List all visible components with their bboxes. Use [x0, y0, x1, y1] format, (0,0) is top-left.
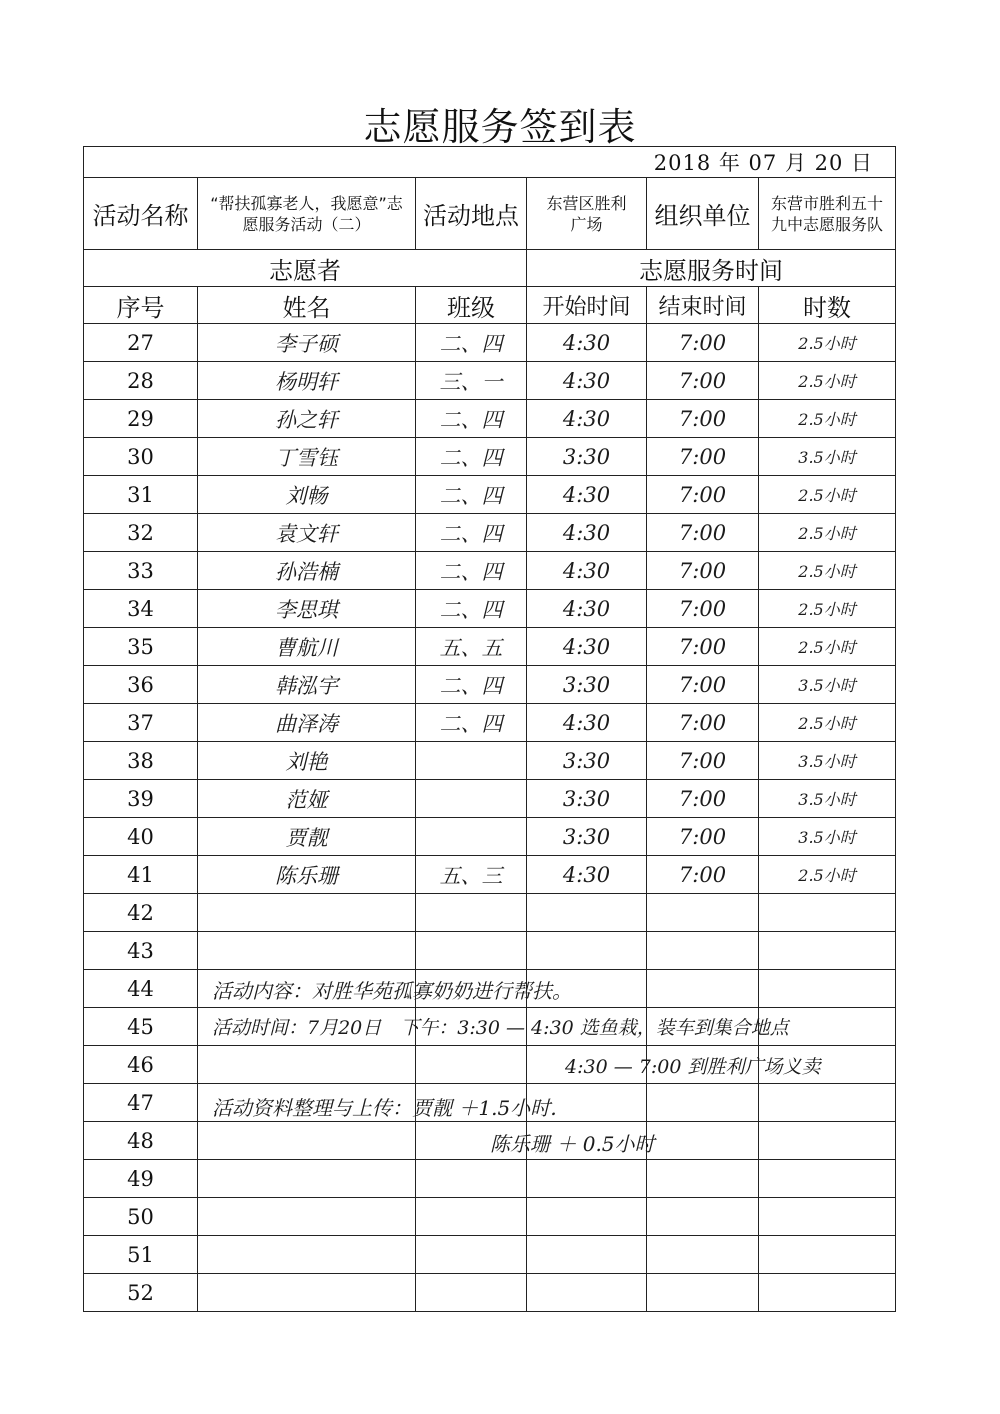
row-start-time: 4:30 — [527, 704, 647, 742]
row-end-time — [647, 970, 759, 1008]
row-start-time: 3:30 — [527, 666, 647, 704]
sign-in-table — [83, 146, 896, 1312]
row-index: 38 — [84, 742, 198, 780]
table-row — [84, 438, 896, 476]
row-class — [416, 1236, 527, 1274]
row-start-time — [527, 1084, 647, 1122]
row-hours: 2.5小时 — [759, 704, 896, 742]
table-row — [84, 856, 896, 894]
row-index: 43 — [84, 932, 198, 970]
activity-name-label: 活动名称 — [84, 178, 198, 250]
row-hours — [759, 894, 896, 932]
organizer-value: 东营市胜利五十九中志愿服务队 — [759, 178, 896, 250]
table-row — [84, 590, 896, 628]
row-name: 刘畅 — [198, 476, 416, 514]
row-class — [416, 970, 527, 1008]
service-time-header: 志愿服务时间 — [527, 250, 896, 287]
volunteer-header: 志愿者 — [84, 250, 527, 287]
row-start-time: 4:30 — [527, 628, 647, 666]
row-index: 32 — [84, 514, 198, 552]
row-end-time: 7:00 — [647, 704, 759, 742]
row-start-time — [527, 894, 647, 932]
table-row — [84, 628, 896, 666]
row-name: 孙之轩 — [198, 400, 416, 438]
table-row — [84, 1122, 896, 1160]
row-class — [416, 818, 527, 856]
row-index: 33 — [84, 552, 198, 590]
row-class: 二、四 — [416, 552, 527, 590]
row-start-time: 4:30 — [527, 476, 647, 514]
table-row — [84, 552, 896, 590]
row-name: 曲泽涛 — [198, 704, 416, 742]
row-name — [198, 894, 416, 932]
row-index: 49 — [84, 1160, 198, 1198]
row-start-time — [527, 1122, 647, 1160]
row-index: 34 — [84, 590, 198, 628]
organizer-label: 组织单位 — [647, 178, 759, 250]
note-activity-content: 活动内容：对胜华苑孤寡奶奶进行帮扶。 — [212, 979, 572, 1003]
row-end-time — [647, 1008, 759, 1046]
row-end-time: 7:00 — [647, 780, 759, 818]
table-row — [84, 1008, 896, 1046]
row-name — [198, 1236, 416, 1274]
note-activity-time-2: 4:30 — 7:00 到胜利广场义卖 — [565, 1056, 821, 1078]
activity-name-value: “帮扶孤寡老人，我愿意”志愿服务活动（二） — [198, 178, 416, 250]
column-header-hours: 时数 — [759, 287, 896, 324]
row-name: 陈乐珊 — [198, 856, 416, 894]
row-name — [198, 1274, 416, 1312]
table-row — [84, 1198, 896, 1236]
row-class — [416, 780, 527, 818]
column-header-index: 序号 — [84, 287, 198, 324]
row-index: 45 — [84, 1008, 198, 1046]
row-name — [198, 1198, 416, 1236]
row-class — [416, 1274, 527, 1312]
row-start-time: 3:30 — [527, 742, 647, 780]
row-index: 41 — [84, 856, 198, 894]
row-hours: 2.5小时 — [759, 628, 896, 666]
table-row — [84, 324, 896, 362]
row-start-time — [527, 1046, 647, 1084]
location-label: 活动地点 — [416, 178, 527, 250]
row-end-time — [647, 894, 759, 932]
row-name — [198, 1008, 416, 1046]
row-name: 贾靓 — [198, 818, 416, 856]
row-name: 袁文轩 — [198, 514, 416, 552]
row-class — [416, 1122, 527, 1160]
row-hours: 2.5小时 — [759, 552, 896, 590]
row-class: 五、三 — [416, 856, 527, 894]
row-name: 曹航川 — [198, 628, 416, 666]
row-hours — [759, 1008, 896, 1046]
row-name: 孙浩楠 — [198, 552, 416, 590]
row-hours: 3.5小时 — [759, 818, 896, 856]
row-start-time: 4:30 — [527, 590, 647, 628]
table-row — [84, 742, 896, 780]
row-name: 丁雪钰 — [198, 438, 416, 476]
row-start-time — [527, 1198, 647, 1236]
row-class — [416, 932, 527, 970]
row-start-time: 3:30 — [527, 818, 647, 856]
table-row — [84, 1084, 896, 1122]
row-start-time — [527, 970, 647, 1008]
row-class — [416, 1008, 527, 1046]
row-end-time: 7:00 — [647, 476, 759, 514]
row-class: 二、四 — [416, 476, 527, 514]
row-hours — [759, 1084, 896, 1122]
note-materials-1: 活动资料整理与上传：贾靓 ＋1.5小时． — [212, 1096, 571, 1120]
table-row — [84, 1046, 896, 1084]
row-end-time: 7:00 — [647, 400, 759, 438]
row-class: 二、四 — [416, 324, 527, 362]
row-end-time: 7:00 — [647, 552, 759, 590]
row-start-time — [527, 1274, 647, 1312]
row-index: 31 — [84, 476, 198, 514]
row-start-time — [527, 1008, 647, 1046]
row-start-time: 4:30 — [527, 552, 647, 590]
table-row — [84, 780, 896, 818]
row-hours: 2.5小时 — [759, 324, 896, 362]
row-hours — [759, 1274, 896, 1312]
row-index: 44 — [84, 970, 198, 1008]
row-end-time: 7:00 — [647, 818, 759, 856]
row-end-time — [647, 1198, 759, 1236]
row-start-time: 4:30 — [527, 400, 647, 438]
table-row — [84, 1274, 896, 1312]
table-row — [84, 818, 896, 856]
row-class — [416, 894, 527, 932]
row-hours: 3.5小时 — [759, 666, 896, 704]
row-end-time: 7:00 — [647, 514, 759, 552]
row-name: 韩泓宇 — [198, 666, 416, 704]
row-class: 二、四 — [416, 666, 527, 704]
table-row — [84, 362, 896, 400]
row-class: 二、四 — [416, 590, 527, 628]
row-name — [198, 1160, 416, 1198]
row-end-time: 7:00 — [647, 324, 759, 362]
row-start-time — [527, 932, 647, 970]
row-end-time: 7:00 — [647, 856, 759, 894]
row-hours — [759, 932, 896, 970]
row-end-time: 7:00 — [647, 590, 759, 628]
table-row — [84, 1160, 896, 1198]
row-class: 二、四 — [416, 400, 527, 438]
row-end-time: 7:00 — [647, 742, 759, 780]
row-class: 三、一 — [416, 362, 527, 400]
column-header-class: 班级 — [416, 287, 527, 324]
date-field: 2018 年 07 月 20 日 — [84, 147, 896, 178]
row-start-time: 3:30 — [527, 780, 647, 818]
row-index: 46 — [84, 1046, 198, 1084]
row-class: 二、四 — [416, 514, 527, 552]
row-class — [416, 1046, 527, 1084]
row-hours — [759, 1160, 896, 1198]
column-header-name: 姓名 — [198, 287, 416, 324]
row-name: 李思琪 — [198, 590, 416, 628]
row-name — [198, 970, 416, 1008]
location-value: 东营区胜利广场 — [527, 178, 647, 250]
row-hours: 3.5小时 — [759, 780, 896, 818]
row-name: 杨明轩 — [198, 362, 416, 400]
row-hours — [759, 1122, 896, 1160]
row-index: 50 — [84, 1198, 198, 1236]
row-index: 29 — [84, 400, 198, 438]
row-class — [416, 1160, 527, 1198]
row-class: 五、五 — [416, 628, 527, 666]
note-materials-2: 陈乐珊 ＋ 0.5小时 — [490, 1132, 655, 1156]
row-start-time: 4:30 — [527, 362, 647, 400]
row-hours — [759, 1236, 896, 1274]
row-name — [198, 1046, 416, 1084]
row-hours — [759, 1046, 896, 1084]
row-index: 36 — [84, 666, 198, 704]
row-end-time — [647, 1046, 759, 1084]
column-header-start: 开始时间 — [527, 287, 647, 324]
row-end-time — [647, 932, 759, 970]
row-name: 范娅 — [198, 780, 416, 818]
row-index: 48 — [84, 1122, 198, 1160]
row-start-time — [527, 1236, 647, 1274]
row-start-time — [527, 1160, 647, 1198]
row-name — [198, 1084, 416, 1122]
row-start-time: 4:30 — [527, 324, 647, 362]
table-row — [84, 476, 896, 514]
table-row — [84, 1236, 896, 1274]
row-name: 李子硕 — [198, 324, 416, 362]
row-index: 28 — [84, 362, 198, 400]
row-end-time: 7:00 — [647, 628, 759, 666]
row-class: 二、四 — [416, 704, 527, 742]
row-end-time — [647, 1236, 759, 1274]
row-hours: 2.5小时 — [759, 856, 896, 894]
row-end-time — [647, 1274, 759, 1312]
row-index: 42 — [84, 894, 198, 932]
page-title: 志愿服务签到表 — [363, 105, 637, 149]
row-class — [416, 742, 527, 780]
row-index: 39 — [84, 780, 198, 818]
row-class — [416, 1198, 527, 1236]
row-hours: 3.5小时 — [759, 438, 896, 476]
table-row — [84, 894, 896, 932]
row-end-time — [647, 1160, 759, 1198]
row-index: 30 — [84, 438, 198, 476]
row-index: 37 — [84, 704, 198, 742]
row-start-time: 4:30 — [527, 856, 647, 894]
row-hours — [759, 1198, 896, 1236]
row-name: 刘艳 — [198, 742, 416, 780]
table-row — [84, 400, 896, 438]
row-end-time: 7:00 — [647, 666, 759, 704]
row-name — [198, 1122, 416, 1160]
row-index: 47 — [84, 1084, 198, 1122]
row-index: 27 — [84, 324, 198, 362]
row-end-time — [647, 1122, 759, 1160]
row-hours — [759, 970, 896, 1008]
note-activity-time-1: 活动时间：7月20日 下午：3:30 — 4:30 选鱼栽，装车到集合地点 — [212, 1017, 789, 1039]
table-row — [84, 514, 896, 552]
row-end-time: 7:00 — [647, 438, 759, 476]
row-class: 二、四 — [416, 438, 527, 476]
row-hours: 2.5小时 — [759, 590, 896, 628]
table-row — [84, 704, 896, 742]
row-hours: 2.5小时 — [759, 476, 896, 514]
row-class — [416, 1084, 527, 1122]
row-start-time: 3:30 — [527, 438, 647, 476]
row-start-time: 4:30 — [527, 514, 647, 552]
row-end-time — [647, 1084, 759, 1122]
column-header-end: 结束时间 — [647, 287, 759, 324]
row-hours: 2.5小时 — [759, 514, 896, 552]
table-row — [84, 932, 896, 970]
row-index: 51 — [84, 1236, 198, 1274]
table-row — [84, 970, 896, 1008]
row-index: 40 — [84, 818, 198, 856]
row-end-time: 7:00 — [647, 362, 759, 400]
row-name — [198, 932, 416, 970]
row-hours: 2.5小时 — [759, 362, 896, 400]
row-hours: 2.5小时 — [759, 400, 896, 438]
row-hours: 3.5小时 — [759, 742, 896, 780]
table-row — [84, 666, 896, 704]
row-index: 52 — [84, 1274, 198, 1312]
row-index: 35 — [84, 628, 198, 666]
